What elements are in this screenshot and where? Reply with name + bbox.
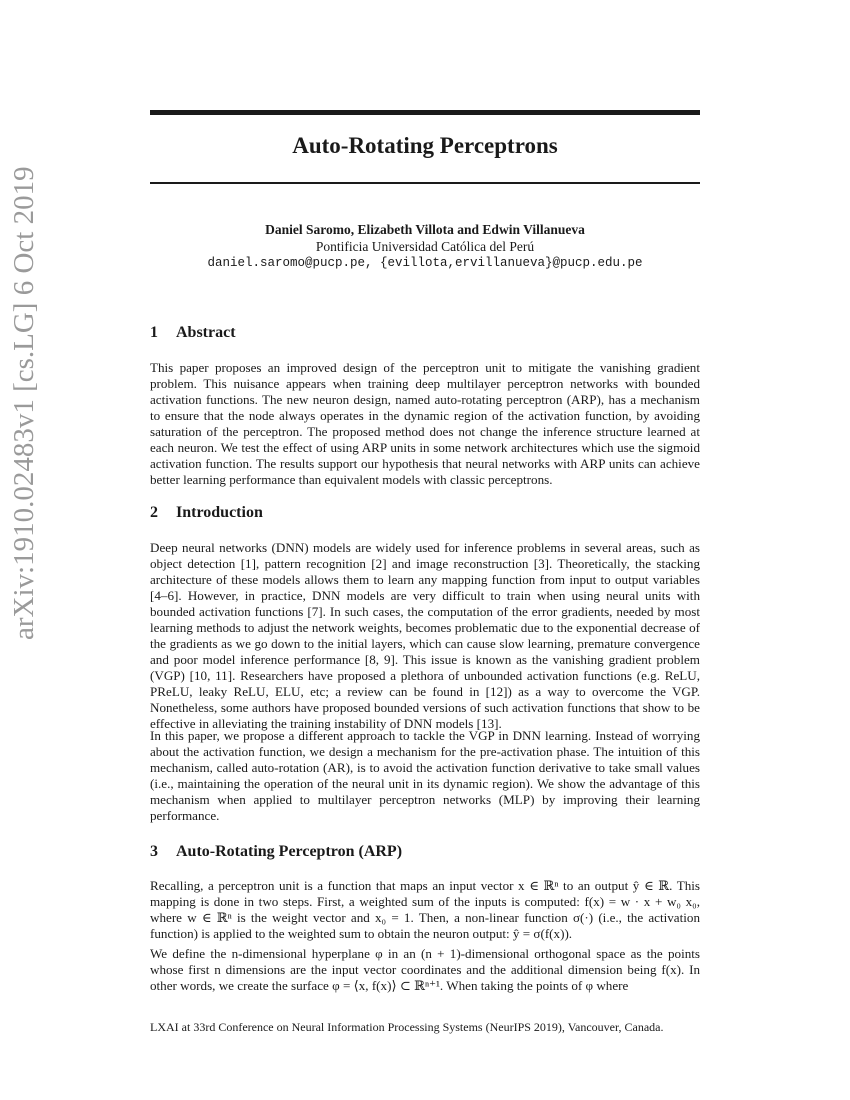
arxiv-identifier: arXiv:1910.02483v1 [cs.LG] 6 Oct 2019 <box>8 166 40 640</box>
introduction-paragraph-2: In this paper, we propose a different approach to tackle the VGP in DNN learning. Instead of worrying about the activation function, we design a mechanism for the pre-activation phase. The intuition of this mechanism, called auto-rotation (AR), is to avoid the activation function derivative to take small values (i.e., maintaining the operation of the neural unit in its dynamic region). We show the advantage of this mechanism when applied to multilayer perceptron networks (MLP) by improving their learning performance. <box>150 728 700 823</box>
section-title: Auto-Rotating Perceptron (ARP) <box>176 843 403 860</box>
title-top-rule <box>150 110 700 115</box>
paper-title: Auto-Rotating Perceptrons <box>292 133 558 158</box>
author-block <box>150 221 700 272</box>
section-heading-introduction <box>150 504 263 522</box>
section-number: 1 <box>150 324 158 341</box>
author-affiliation: Pontificia Universidad Católica del Perú <box>315 239 535 254</box>
arp-paragraph-1: Recalling, a perceptron unit is a function that maps an input vector x ∈ ℝⁿ to an output ŷ ∈ ℝ. This mapping is done in two steps. First, a weighted sum of the inputs is computed: f(x) = w · x + w₀ x₀, where w ∈ ℝⁿ is the weight vector and x₀ = 1. Then, a non-linear function σ(·) (i.e., the activation function) is applied to the weighted sum to obtain the neuron output: ŷ = σ(f(x)). <box>150 878 700 941</box>
section-number: 2 <box>150 504 158 521</box>
section-title: Abstract <box>176 324 236 341</box>
section-title: Introduction <box>176 504 263 521</box>
conference-footnote: LXAI at 33rd Conference on Neural Information Processing Systems (NeurIPS 2019), Vancouver, Canada. <box>150 1020 664 1034</box>
arp-paragraph-2: We define the n-dimensional hyperplane φ in an (n + 1)-dimensional orthogonal space as the points whose first n dimensions are the input vector coordinates and the additional dimension being f(x). In other words, we create the surface φ = ⟨x, f(x)⟩ ⊂ ℝⁿ⁺¹. When taking the points of φ where <box>150 946 700 993</box>
author-names: Daniel Saromo, Elizabeth Villota and Edwin Villanueva <box>265 222 585 237</box>
section-number: 3 <box>150 843 158 860</box>
introduction-paragraph-1: Deep neural networks (DNN) models are widely used for inference problems in several areas, such as object detection [1], pattern recognition [2] and image reconstruction [3]. Theoretically, the stacking architecture of these models allows them to learn any mapping function from input to output variables [4–6]. However, in practice, DNN models are very difficult to train when using neural units with bounded activation functions [7]. In such cases, the computation of the error gradients, needed by most learning methods to adjust the network weights, becomes problematic due to the exponential decrease of the gradients as we go down to the initial layers, which can cause slow learning, premature convergence and poor model inference performance [8, 9]. This issue is known as the vanishing gradient problem (VGP) [10, 11]. Researchers have proposed a plethora of unbounded activation functions (e.g. ReLU, PReLU, leaky ReLU, ELU, etc; a review can be found in [12]) as a way to overcome the VGP. Nonetheless, some authors have proposed bounded versions of such activation functions that show to be effective in alleviating the training instability of DNN models [13]. <box>150 540 700 731</box>
section-heading-arp <box>150 843 402 861</box>
abstract-paragraph: This paper proposes an improved design of the perceptron unit to mitigate the vanishing gradient problem. This nuisance appears when training deep multilayer perceptron networks with bounded activation functions. The new neuron design, named auto-rotating perceptron (ARP), has a mechanism to ensure that the node always operates in the dynamic region of the activation function, by avoiding saturation of the perceptron. The proposed method does not change the inference structure learned at each neuron. We test the effect of using ARP units in some network architectures which use the sigmoid activation function. The results support our hypothesis that neural networks with ARP units can achieve better learning performance than equivalent models with classic perceptrons. <box>150 360 700 487</box>
author-emails: daniel.saromo@pucp.pe, {evillota,ervillanueva}@pucp.edu.pe <box>207 256 643 270</box>
section-heading-abstract <box>150 324 236 342</box>
title-bottom-rule <box>150 182 700 184</box>
